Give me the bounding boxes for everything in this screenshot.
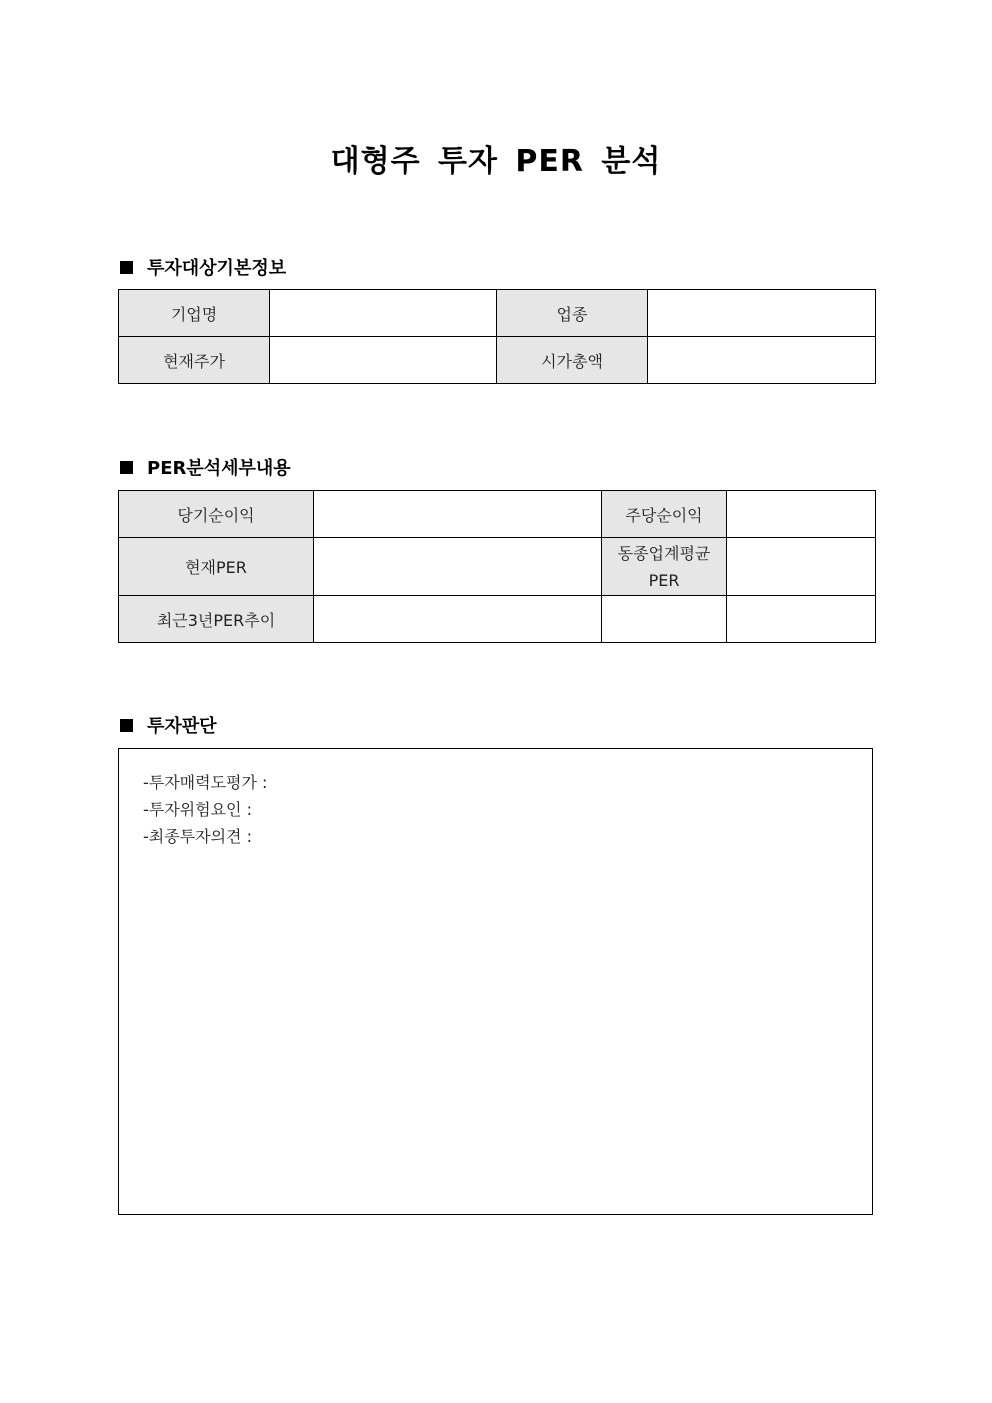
section-heading-label: 투자판단: [147, 716, 217, 737]
per-trend-3yr-field[interactable]: [314, 596, 602, 643]
industry-avg-per-label-line2: PER: [648, 570, 680, 590]
per-trend-extra-cell[interactable]: [602, 596, 727, 643]
company-name-label: 기업명: [119, 290, 270, 337]
industry-avg-per-label: [602, 538, 727, 596]
net-income-field[interactable]: [314, 491, 602, 538]
industry-field[interactable]: [648, 290, 876, 337]
section-heading-label: PER분석세부내용: [147, 458, 291, 479]
square-bullet-icon: [120, 461, 133, 474]
market-cap-label: 시가총액: [497, 337, 648, 384]
current-per-label: 현재PER: [119, 538, 314, 596]
eps-label: 주당순이익: [602, 491, 727, 538]
market-cap-field[interactable]: [648, 337, 876, 384]
current-per-field[interactable]: [314, 538, 602, 596]
eps-field[interactable]: [727, 491, 876, 538]
current-price-field[interactable]: [270, 337, 497, 384]
industry-label: 업종: [497, 290, 648, 337]
square-bullet-icon: [120, 719, 133, 732]
industry-avg-per-label-line1: 동종업계평균: [617, 543, 711, 563]
table-row: [119, 491, 876, 538]
table-row: [119, 290, 876, 337]
per-detail-table: [118, 490, 876, 643]
current-price-label: 현재주가: [119, 337, 270, 384]
net-income-label: 당기순이익: [119, 491, 314, 538]
per-trend-3yr-label: 최근3년PER추이: [119, 596, 314, 643]
square-bullet-icon: [120, 261, 133, 274]
document-title: 대형주 투자 PER 분석: [330, 144, 662, 179]
per-trend-extra-cell-2[interactable]: [727, 596, 876, 643]
industry-avg-per-field[interactable]: [727, 538, 876, 596]
judgment-text-area[interactable]: [118, 748, 873, 1215]
table-row: [119, 337, 876, 384]
attractiveness-line: -투자매력도평가 :: [143, 773, 268, 792]
section-heading-label: 투자대상기본정보: [147, 258, 287, 279]
final-opinion-line: -최종투자의견 :: [143, 827, 252, 846]
company-name-field[interactable]: [270, 290, 497, 337]
basic-info-table: [118, 289, 876, 384]
table-row: [119, 596, 876, 643]
section-heading-basic-info: [119, 254, 286, 280]
risk-factors-line: -투자위험요인 :: [143, 800, 252, 819]
table-row: [119, 538, 876, 596]
section-heading-judgment: [119, 712, 217, 738]
section-heading-per-detail: [119, 454, 291, 480]
